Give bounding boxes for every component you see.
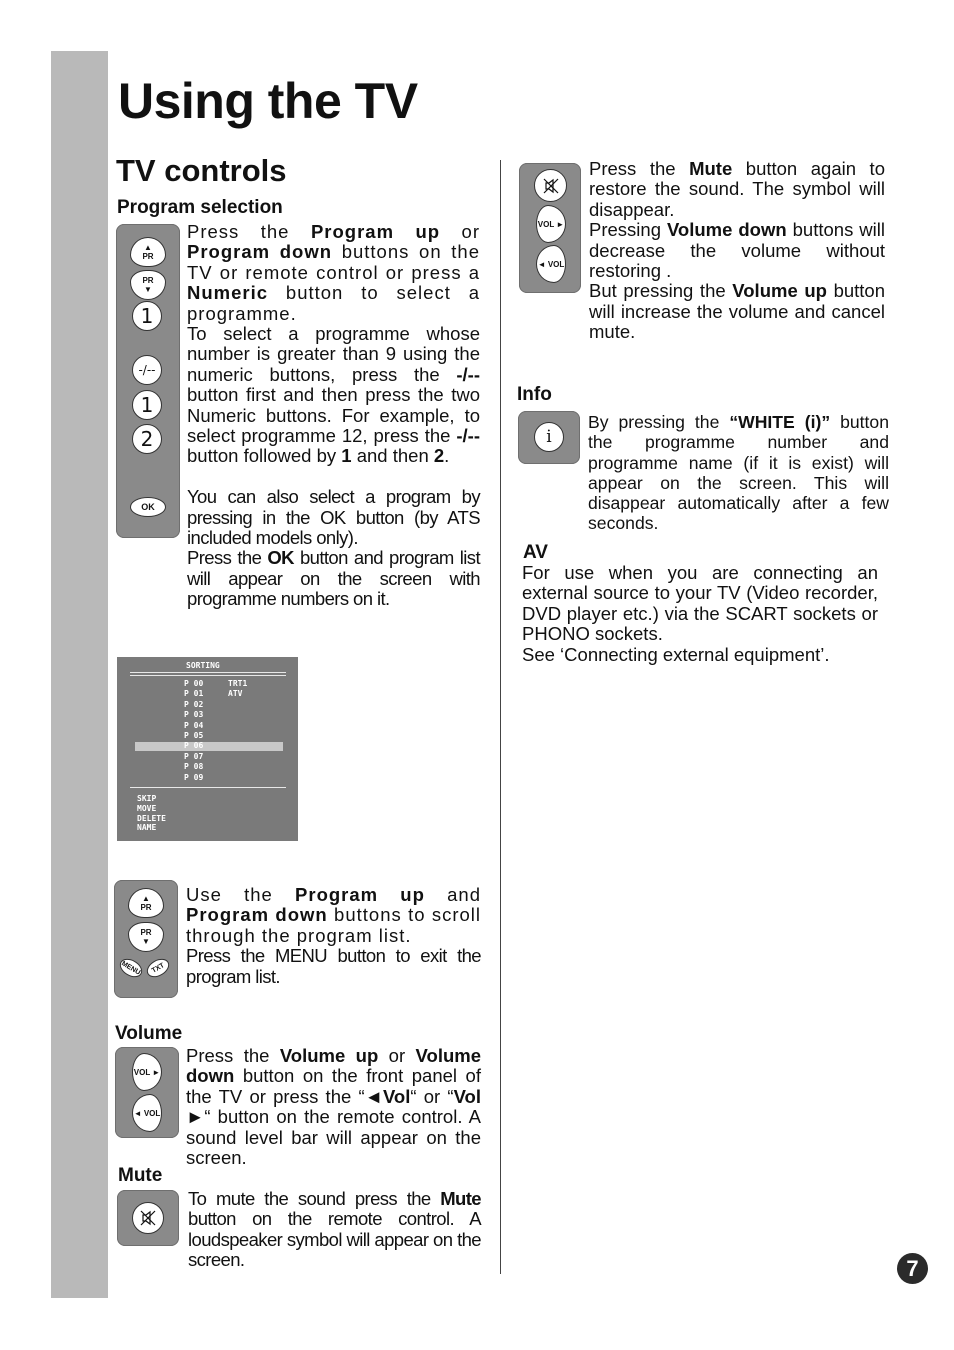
text-run: By pressing the [588, 412, 730, 432]
osd-title: SORTING [186, 661, 220, 670]
osd-divider [130, 787, 286, 788]
section-title: TV controls [116, 153, 287, 188]
bold-text: Program up [295, 884, 425, 905]
info-icon: i [546, 427, 552, 447]
text-run: or [378, 1045, 416, 1066]
osd-program-number: P 06 [184, 741, 204, 751]
program-selection-heading: Program selection [117, 197, 283, 218]
mute-restore-remote-panel [519, 163, 581, 293]
info-remote-panel [518, 411, 580, 464]
mute-restore-para-2 [589, 220, 885, 281]
volume-down-button[interactable]: ◄ VOL [536, 245, 566, 283]
text-run: Press the [187, 221, 311, 242]
text-run: But pressing the [589, 280, 733, 302]
text-run: . [444, 445, 450, 467]
text-run: and then [351, 445, 434, 467]
osd-menu-item[interactable]: SKIP [137, 794, 157, 803]
osd-program-row[interactable] [184, 773, 203, 783]
txt-button[interactable]: TXT [144, 955, 173, 981]
bold-text: 1 [341, 445, 352, 467]
bold-text: OK [267, 547, 294, 569]
mute-speaker-icon [542, 177, 560, 195]
volume-remote-panel [115, 1047, 179, 1138]
mute-remote-panel [117, 1190, 179, 1246]
scroll-list-text [186, 885, 481, 987]
sorting-osd-screen [117, 657, 298, 841]
volume-up-button[interactable]: VOL ► [132, 1053, 162, 1091]
spacer [187, 467, 480, 487]
text-run: For use when you are connecting an external source to your TV (Video recorder, DVD player etc.) via the SCART sockets or PHONO sockets. [522, 562, 878, 645]
osd-program-number: P 01 [184, 689, 204, 699]
scroll-list-para-1 [186, 885, 481, 946]
bold-text: Program down [187, 241, 333, 263]
bold-text: “WHITE (i)” [729, 412, 831, 432]
volume-up-button[interactable]: VOL ► [536, 205, 566, 243]
osd-menu [137, 794, 166, 833]
bold-text: Volume up [732, 280, 827, 302]
osd-program-number: P 00 [184, 679, 204, 688]
text-run: Press the MENU button to exit the program list. [186, 945, 481, 987]
text-run: Press the [589, 158, 690, 179]
bold-text: Numeric [187, 282, 269, 304]
text-run: Press the [186, 1045, 280, 1066]
osd-row-highlight [135, 742, 283, 751]
program-selection-text [187, 222, 480, 610]
mute-restore-para-1 [589, 159, 885, 220]
text-run: button to select a programme. [187, 282, 480, 324]
text-run: buttons to scroll through the program list. [186, 904, 482, 946]
menu-button[interactable]: MENU [117, 955, 146, 981]
numeric-1-button[interactable]: 1 [132, 390, 162, 420]
text-run: To mute the sound press the [188, 1188, 441, 1209]
scroll-list-para-2 [186, 946, 481, 987]
text-run: buttons on the TV or remote control or press a [187, 241, 480, 283]
mute-para-1 [188, 1189, 481, 1271]
bold-text: -/-- [456, 363, 480, 385]
bold-text: ◄Vol [364, 1085, 411, 1107]
osd-program-row[interactable] [184, 700, 203, 710]
column-divider [500, 160, 501, 1274]
text-run: button again to restore the sound. The symbol will disappear. [589, 158, 885, 220]
osd-program-number: P 08 [184, 762, 204, 772]
program-down-button[interactable]: PR ▼ [128, 922, 164, 952]
osd-program-row[interactable] [184, 679, 248, 689]
text-run: “ button on the remote control. A sound level bar will appear on the screen. [186, 1106, 481, 1169]
info-text [588, 412, 889, 534]
chevron-down-icon: ▼ [142, 937, 150, 946]
text-run: To select a programme whose number is greater than 9 using the numeric buttons, press the [187, 323, 480, 385]
numeric-2-button[interactable]: 2 [132, 424, 162, 454]
osd-program-name: ATV [228, 689, 243, 699]
bold-text: Program down [186, 904, 328, 926]
osd-program-number: P 05 [184, 730, 204, 740]
text-run: button first and then press the two Numeric buttons. For example, to select programme 12, press the [187, 384, 480, 447]
mute-restore-text [589, 159, 885, 343]
program-selection-para-3 [187, 487, 480, 548]
sidebar-strip [51, 51, 108, 1298]
page-title: Using the TV [118, 73, 418, 129]
bold-text: 2 [433, 445, 445, 467]
osd-divider [130, 675, 286, 676]
volume-text [186, 1046, 481, 1168]
osd-menu-item[interactable]: DELETE [137, 813, 166, 823]
volume-heading: Volume [115, 1023, 183, 1044]
text-run: buttons will decrease the volume without restoring . [589, 219, 885, 282]
info-para-1 [588, 412, 889, 534]
bold-text: Volume down [666, 219, 787, 241]
mute-restore-para-3 [589, 281, 885, 342]
av-text [522, 563, 878, 665]
osd-program-row[interactable] [184, 689, 243, 699]
program-selection-remote-panel [116, 224, 180, 538]
av-para-2 [522, 645, 878, 665]
text-run: button and program list will appear on the screen with programme numbers on it. [187, 547, 480, 610]
program-up-button[interactable]: ▲ PR [130, 237, 166, 267]
osd-divider [130, 672, 286, 673]
osd-program-number: P 07 [184, 751, 204, 761]
bold-text: Volume down [186, 1045, 481, 1087]
osd-program-list [184, 679, 248, 783]
volume-down-button[interactable]: ◄ VOL [132, 1094, 162, 1132]
numeric-1-button[interactable]: 1 [132, 301, 162, 331]
program-selection-para-2 [187, 324, 480, 467]
text-run: Press the [187, 547, 268, 569]
text-run: and [424, 884, 481, 905]
info-button[interactable] [534, 422, 564, 452]
text-run: See ‘Connecting external equipment’. [522, 643, 830, 665]
text-run: Pressing [589, 219, 667, 241]
chevron-up-icon: ▲ [142, 894, 150, 903]
osd-program-number: P 02 [184, 699, 204, 709]
osd-program-row[interactable] [184, 721, 203, 731]
osd-program-row[interactable] [184, 731, 203, 741]
text-run: Use the [186, 884, 296, 905]
osd-menu-item[interactable]: NAME [137, 823, 157, 833]
bold-text: -/-- [456, 425, 480, 447]
osd-program-name: TRT1 [228, 679, 248, 688]
av-para-1 [522, 563, 878, 645]
bold-text: Vol ► [186, 1085, 481, 1128]
bold-text: Mute [440, 1188, 481, 1209]
text-run: button on the front panel of the TV or press the “ [186, 1065, 481, 1107]
bold-text: Program up [310, 221, 441, 242]
text-run: button followed by [187, 445, 342, 467]
program-selection-para-1 [187, 222, 480, 324]
volume-para-1 [186, 1046, 481, 1168]
mute-text [188, 1189, 481, 1271]
info-heading: Info [517, 384, 552, 405]
scroll-list-remote-panel [114, 880, 178, 998]
chevron-down-icon: ▼ [144, 285, 152, 294]
osd-program-number: P 04 [184, 720, 204, 730]
osd-program-row[interactable] [184, 741, 203, 751]
mute-speaker-icon [139, 1209, 157, 1227]
program-down-button[interactable]: PR ▼ [130, 270, 166, 300]
bold-text: Volume up [279, 1045, 379, 1066]
osd-menu-item[interactable]: MOVE [137, 803, 157, 813]
osd-program-row[interactable] [184, 710, 203, 720]
osd-program-row[interactable] [184, 762, 203, 772]
program-selection-para-4 [187, 548, 480, 609]
osd-program-row[interactable] [184, 752, 203, 762]
program-up-button[interactable]: ▲ PR [128, 888, 164, 918]
text-run: or [440, 221, 480, 242]
text-run: You can also select a program by pressing in the OK button (by ATS included models only). [187, 486, 480, 549]
bold-text: Mute [689, 158, 733, 179]
mute-heading: Mute [118, 1165, 163, 1186]
mute-button[interactable] [534, 169, 567, 202]
mute-button[interactable] [132, 1202, 164, 1234]
av-heading: AV [523, 542, 548, 563]
ok-button[interactable]: OK [130, 497, 166, 517]
text-run: button on the remote control. A loudspeaker symbol will appear on the screen. [188, 1208, 481, 1271]
dash-button[interactable]: -/-- [132, 355, 162, 385]
text-run: button the programme number and programme name (if it is exist) will appear on the screen. This will disappear automatically after a few seconds. [588, 412, 889, 534]
text-run: “ or “ [410, 1085, 454, 1107]
text-run: button will increase the volume and cancel mute. [589, 280, 886, 343]
osd-program-number: P 03 [184, 710, 204, 720]
page-number-badge: 7 [897, 1253, 928, 1284]
chevron-up-icon: ▲ [144, 243, 152, 252]
osd-program-number: P 09 [184, 772, 204, 782]
